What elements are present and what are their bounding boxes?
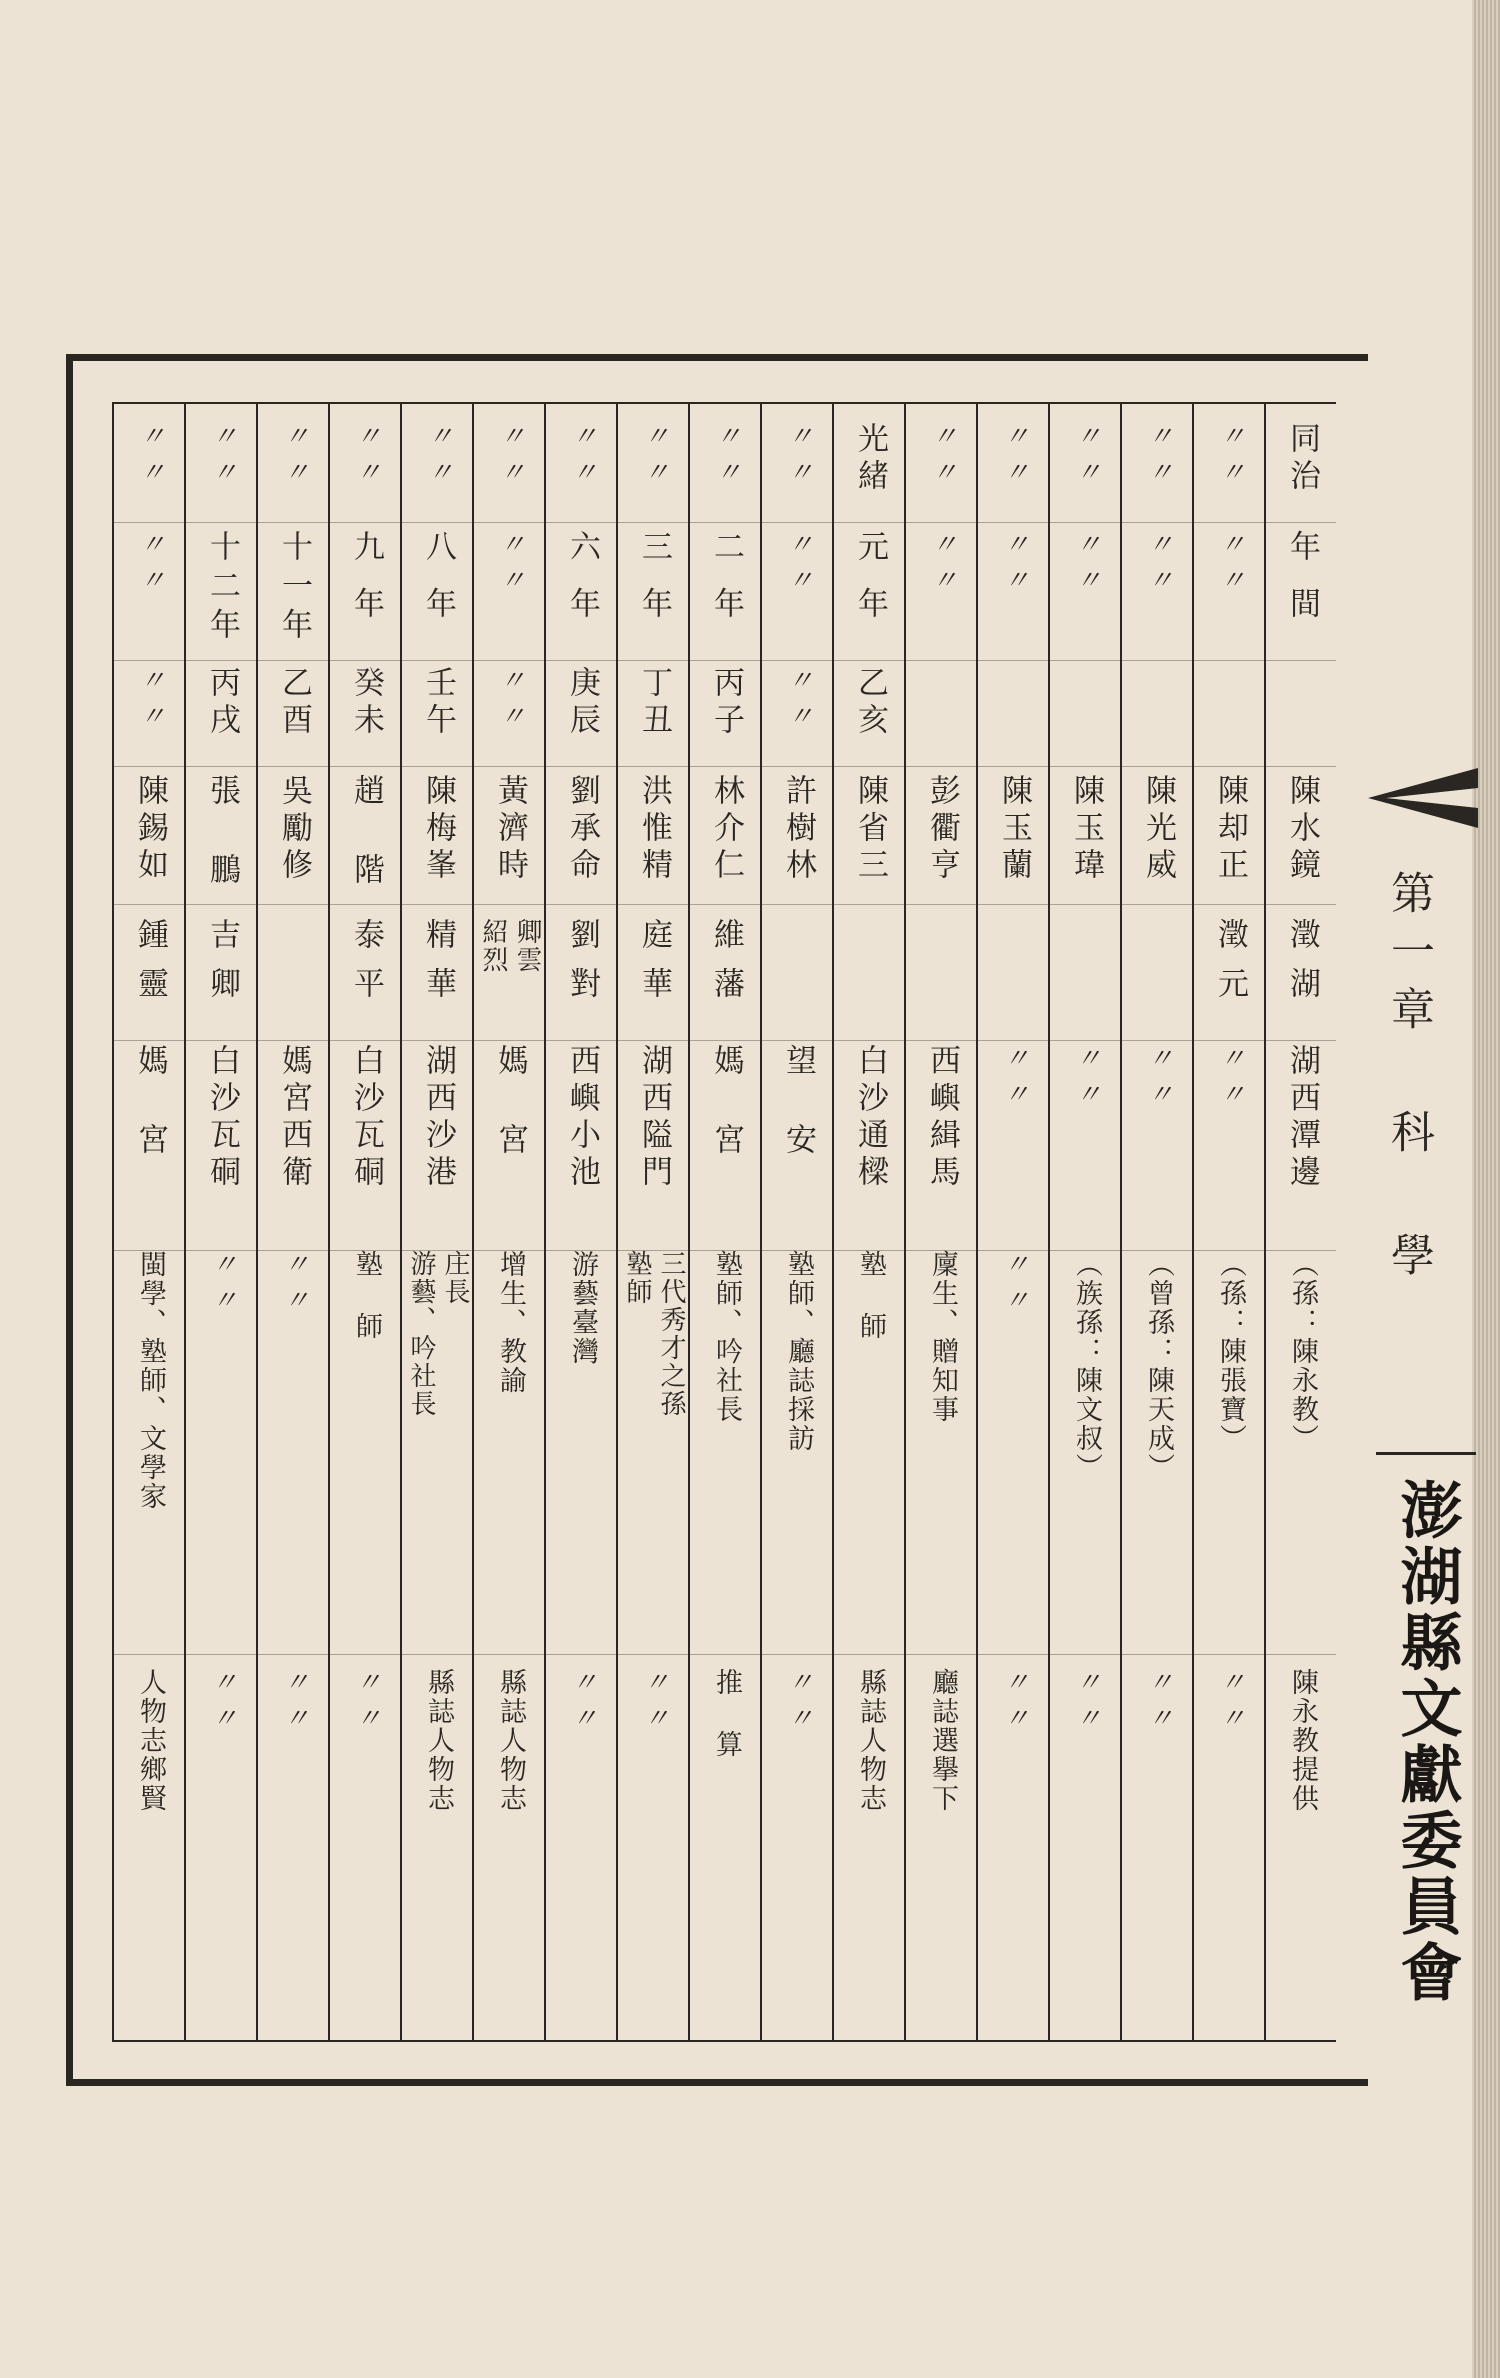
era-cell: 〃〃 [1071,422,1101,494]
year-cell: 九年 [348,530,384,644]
note-line: 庄長 [440,1250,470,1306]
year-cell: 〃〃 [1215,530,1245,602]
source-cell: 〃〃 [1143,1668,1173,1740]
era-cell: 〃〃 [351,422,381,494]
year-cell: 元年 [852,530,888,644]
source-cell: 〃〃 [783,1668,813,1740]
alias-cell [474,918,546,1038]
table-column [1120,402,1192,2042]
table-column [832,402,904,2042]
note-line: 游藝、吟社長 [406,1250,436,1418]
place-cell: 〃〃 [999,1044,1029,1116]
era-cell: 〃〃 [927,422,957,494]
era-cell: 〃〃 [567,422,597,494]
year-cell: 〃〃 [999,530,1029,602]
era-cell: 〃〃 [639,422,669,494]
ganzhi-cell: 庚辰 [564,666,600,740]
source-cell: 〃〃 [1071,1668,1101,1740]
place-cell: 白沙瓦硐 [204,1044,240,1192]
era-cell: 〃〃 [207,422,237,494]
alias-line: 紹烈 [478,918,508,974]
name-cell: 許樹林 [780,774,816,885]
name-cell: 趙 階 [348,774,384,890]
source-cell: 〃〃 [207,1668,237,1740]
table-column [904,402,976,2042]
note-cell: 〃〃 [999,1250,1029,1322]
name-cell: 陳省三 [852,774,888,885]
margin-rule [1376,1452,1476,1455]
table-column [688,402,760,2042]
table-column [112,402,184,2042]
alias-cell: 澂湖 [1284,918,1320,1016]
note-cell [618,1250,690,1640]
ganzhi-cell: 〃〃 [783,666,813,738]
table-column [256,402,328,2042]
table-column [184,402,256,2042]
year-cell: 十二年 [204,530,240,647]
ganzhi-cell: 丙戌 [204,666,240,740]
note-cell: 塾師、吟社長 [711,1250,742,1424]
note-cell: 游藝臺灣 [567,1250,598,1366]
note-cell: 〃〃 [207,1250,237,1322]
note-cell: 廩生、贈知事 [927,1250,958,1424]
name-cell: 吳勵修 [276,774,312,885]
source-cell: 縣誌人物志 [495,1668,526,1813]
place-cell: 媽 宮 [132,1044,168,1160]
name-cell: 陳錫如 [132,774,168,885]
alias-line: 卿雲 [512,918,542,974]
era-cell: 〃〃 [1143,422,1173,494]
alias-cell: 泰平 [348,918,384,1016]
year-cell: 六年 [564,530,600,644]
note-cell: （孫：陳張寶） [1215,1250,1246,1453]
alias-cell: 庭華 [636,918,672,1016]
place-cell: 西嶼小池 [564,1044,600,1192]
note-cell: 〃〃 [279,1250,309,1322]
place-cell: 媽 宮 [492,1044,528,1160]
source-cell: 〃〃 [639,1668,669,1740]
name-cell: 洪惟精 [636,774,672,885]
alias-cell: 吉卿 [204,918,240,1016]
note-cell: 閩學、塾師、文學家 [135,1250,166,1511]
source-cell: 〃〃 [351,1668,381,1740]
name-cell: 陳玉蘭 [996,774,1032,885]
year-cell: 年間 [1284,530,1320,644]
alias-cell: 精華 [420,918,456,1016]
note-cell: 塾 師 [855,1250,886,1341]
place-cell: 〃〃 [1071,1044,1101,1116]
note-cell: （曾孫：陳天成） [1143,1250,1174,1482]
name-cell: 張 鵬 [204,774,240,890]
ganzhi-cell: 癸未 [348,666,384,740]
page-edge [1472,0,1500,2378]
chapter-title: 第一章 科 學 [1383,870,1434,1290]
place-cell: 媽宮西衛 [276,1044,312,1192]
source-cell: 陳永教提供 [1287,1668,1318,1813]
era-cell: 〃〃 [135,422,165,494]
note-cell [402,1250,474,1640]
name-cell: 劉承命 [564,774,600,885]
year-cell: 〃〃 [1071,530,1101,602]
source-cell: 縣誌人物志 [423,1668,454,1813]
ganzhi-cell: 丙子 [708,666,744,740]
era-cell: 同治 [1284,422,1320,496]
name-cell: 陳玉瑋 [1068,774,1104,885]
name-cell: 彭衢亨 [924,774,960,885]
era-cell: 〃〃 [783,422,813,494]
place-cell: 白沙瓦硐 [348,1044,384,1192]
year-cell: 〃〃 [1143,530,1173,602]
source-cell: 〃〃 [279,1668,309,1740]
table-column [1048,402,1120,2042]
era-cell: 〃〃 [495,422,525,494]
name-cell: 黃濟時 [492,774,528,885]
table-column [1192,402,1264,2042]
ganzhi-cell: 〃〃 [135,666,165,738]
place-cell: 望 安 [780,1044,816,1160]
scholar-table [112,402,1336,2042]
place-cell: 湖西沙港 [420,1044,456,1192]
year-cell: 〃〃 [135,530,165,602]
source-cell: 推 算 [711,1668,742,1759]
note-cell: 增生、教諭 [495,1250,526,1395]
era-cell: 〃〃 [1215,422,1245,494]
table-column [760,402,832,2042]
alias-cell: 劉對 [564,918,600,1016]
publisher-name: 澎湖縣文獻委員會 [1390,1478,1463,2006]
place-cell: 〃〃 [1143,1044,1173,1116]
name-cell: 陳水鏡 [1284,774,1320,885]
year-cell: 十一年 [276,530,312,647]
source-cell: 人物志鄉賢 [135,1668,166,1813]
era-cell: 〃〃 [279,422,309,494]
year-cell: 八年 [420,530,456,644]
ganzhi-cell: 乙酉 [276,666,312,740]
place-cell: 白沙通樑 [852,1044,888,1192]
ganzhi-cell: 丁丑 [636,666,672,740]
note-cell: 塾師、廳誌採訪 [783,1250,814,1453]
source-cell: 〃〃 [999,1668,1029,1740]
source-cell: 〃〃 [567,1668,597,1740]
year-cell: 〃〃 [783,530,813,602]
table-column [1264,402,1336,2042]
note-cell: 塾 師 [351,1250,382,1341]
alias-cell: 鍾靈 [132,918,168,1016]
era-cell: 〃〃 [999,422,1029,494]
alias-cell: 澂元 [1212,918,1248,1016]
note-cell: （孫：陳永教） [1287,1250,1318,1453]
place-cell: 湖西潭邊 [1284,1044,1320,1192]
era-cell: 〃〃 [711,422,741,494]
year-cell: 三年 [636,530,672,644]
place-cell: 西嶼緝馬 [924,1044,960,1192]
source-cell: 縣誌人物志 [855,1668,886,1813]
name-cell: 陳却正 [1212,774,1248,885]
place-cell: 〃〃 [1215,1044,1245,1116]
alias-cell: 維藩 [708,918,744,1016]
name-cell: 陳梅峯 [420,774,456,885]
source-cell: 〃〃 [1215,1668,1245,1740]
note-line: 三代秀才之孫 [656,1250,686,1418]
year-cell: 二年 [708,530,744,644]
note-line: 塾師 [622,1250,652,1306]
place-cell: 湖西隘門 [636,1044,672,1192]
place-cell: 媽 宮 [708,1044,744,1160]
year-cell: 〃〃 [927,530,957,602]
source-cell: 廳誌選擧下 [927,1668,958,1813]
ganzhi-cell: 壬午 [420,666,456,740]
table-column [544,402,616,2042]
note-cell: （族孫：陳文叔） [1071,1250,1102,1482]
table-column [328,402,400,2042]
name-cell: 陳光威 [1140,774,1176,885]
era-cell: 光緒 [852,422,888,496]
ganzhi-cell: 〃〃 [495,666,525,738]
name-cell: 林介仁 [708,774,744,885]
table-column [616,402,688,2042]
era-cell: 〃〃 [423,422,453,494]
table-column [976,402,1048,2042]
ganzhi-cell: 乙亥 [852,666,888,740]
chapter-arrow-mark [1368,768,1478,828]
table-column [400,402,472,2042]
year-cell: 〃〃 [495,530,525,602]
table-column [472,402,544,2042]
